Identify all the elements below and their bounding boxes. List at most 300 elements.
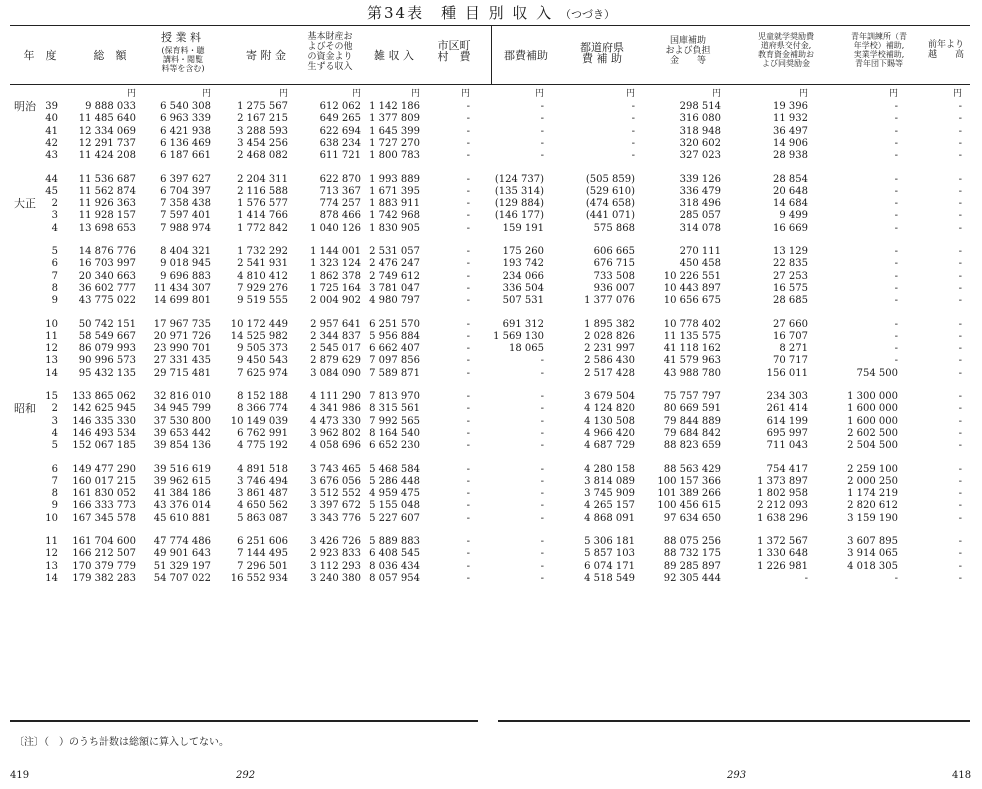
table-cell: 86 079 993 (78, 343, 136, 355)
table-cell: - (894, 173, 898, 185)
year-cell: 5 (51, 440, 58, 452)
table-cell: 2 204 311 (237, 173, 288, 185)
header-tuition-sub: (保育料・聴 講料・閲覧 料等を含む) (161, 46, 205, 73)
table-cell: 2 586 430 (584, 355, 635, 367)
table-cell: 754 417 (766, 463, 808, 475)
unit-label: 円 (888, 89, 898, 99)
table-cell: 298 514 (679, 101, 721, 112)
table-cell: 8 164 540 (369, 427, 420, 439)
table-cell: 20 971 726 (153, 330, 211, 342)
table-cell: 11 135 575 (663, 330, 721, 342)
table-cell: - (540, 536, 544, 547)
page-number-293: 293 (727, 770, 747, 781)
table-cell: - (466, 560, 470, 572)
header-donation: 寄 附 金 (246, 49, 286, 62)
table-cell: 3 084 090 (310, 367, 361, 379)
table-cell: - (958, 343, 962, 355)
table-cell: 9 018 945 (160, 258, 211, 270)
table-cell: 11 536 687 (78, 173, 136, 185)
table-cell: 6 074 171 (584, 560, 635, 572)
table-cell: 7 097 856 (369, 355, 420, 367)
table-cell: 1 638 296 (757, 512, 808, 524)
table-cell: - (540, 403, 544, 415)
table-cell: - (958, 475, 962, 487)
table-cell: 316 080 (679, 113, 721, 125)
table-cell: 6 963 339 (160, 113, 211, 125)
table-cell: 27 331 435 (153, 355, 211, 367)
header-top-rule (10, 25, 970, 26)
table-cell: 8 057 954 (369, 572, 420, 584)
table-cell: 3 746 494 (237, 475, 288, 487)
table-cell: - (958, 391, 962, 402)
table-cell: - (958, 101, 962, 112)
table-cell: - (466, 343, 470, 355)
table-cell: - (958, 367, 962, 379)
table-cell: - (958, 222, 962, 234)
unit-label: 円 (798, 89, 808, 99)
table-cell: 7 597 401 (160, 210, 211, 222)
table-cell: 4 124 820 (584, 403, 635, 415)
table-cell: 450 458 (679, 258, 721, 270)
table-cell: 10 656 675 (663, 295, 721, 307)
table-cell: - (466, 137, 470, 149)
year-cell: 12 (45, 548, 58, 560)
table-cell: - (958, 125, 962, 137)
table-cell: 611 721 (319, 150, 361, 162)
table-cell: 9 499 (779, 210, 808, 222)
table-cell: 11 928 157 (78, 210, 136, 222)
year-cell: 6 (51, 463, 58, 475)
table-cell: 13 698 653 (78, 222, 136, 234)
page-number-418: 418 (952, 770, 972, 781)
table-cell: 11 485 640 (78, 113, 136, 125)
table-cell: - (958, 403, 962, 415)
table-cell: 27 253 (773, 270, 808, 282)
table-cell: 5 306 181 (584, 536, 635, 547)
table-cell: 1 742 968 (369, 210, 420, 222)
table-cell: 14 876 776 (78, 246, 136, 257)
table-cell: - (466, 282, 470, 294)
year-cell: 2 (51, 403, 58, 415)
table-cell: 2 820 612 (847, 500, 898, 512)
header-tuition: 授 業 料 (161, 31, 201, 44)
table-cell: 6 251 570 (369, 318, 420, 330)
table-cell: 649 265 (319, 113, 361, 125)
table-cell: 7 992 565 (369, 415, 420, 427)
table-cell: - (958, 463, 962, 475)
table-cell: 1 377 076 (584, 295, 635, 307)
table-cell: - (466, 185, 470, 197)
table-cell: - (540, 463, 544, 475)
table-cell: 4 265 157 (584, 500, 635, 512)
table-cell: 314 078 (679, 222, 721, 234)
table-cell: 733 508 (593, 270, 635, 282)
table-cell: - (894, 330, 898, 342)
table-cell: 4 130 508 (584, 415, 635, 427)
table-cell: 11 434 307 (153, 282, 211, 294)
table-cell: 1 377 809 (369, 113, 420, 125)
table-cell: - (958, 173, 962, 185)
table-cell: 3 397 672 (310, 500, 361, 512)
table-cell: 39 962 615 (153, 475, 211, 487)
table-cell: 175 260 (502, 246, 544, 257)
table-cell: 3 814 089 (584, 475, 635, 487)
table-cell: 2 923 833 (310, 548, 361, 560)
table-cell: 41 579 963 (663, 355, 721, 367)
year-cell: 5 (51, 246, 58, 257)
table-cell: 676 715 (593, 258, 635, 270)
table-cell: 2 602 500 (847, 427, 898, 439)
table-cell: 5 889 883 (369, 536, 420, 547)
table-cell: 8 152 188 (237, 391, 288, 402)
table-cell: - (466, 440, 470, 452)
table-cell: 1 993 889 (369, 173, 420, 185)
table-cell: - (466, 355, 470, 367)
table-cell: 16 669 (773, 222, 808, 234)
table-cell: - (466, 246, 470, 257)
table-cell: - (958, 330, 962, 342)
table-cell: - (466, 403, 470, 415)
table-cell: 878 466 (319, 210, 361, 222)
table-cell: - (466, 427, 470, 439)
table-cell: - (958, 137, 962, 149)
table-cell: - (540, 512, 544, 524)
table-cell: 318 496 (679, 198, 721, 210)
table-cell: 5 286 448 (369, 475, 420, 487)
table-cell: 1 275 567 (237, 101, 288, 112)
table-cell: 9 696 883 (160, 270, 211, 282)
table-cell: 1 772 842 (237, 222, 288, 234)
header-youth: 青年訓練所（青 年学校）補助, 実業学校補助, 青年団下賜等 (851, 32, 907, 68)
table-cell: - (466, 210, 470, 222)
table-cell: 1 040 126 (310, 222, 361, 234)
table-cell: 161 704 600 (72, 536, 136, 547)
table-cell: - (894, 572, 898, 584)
table-cell: 28 938 (773, 150, 808, 162)
unit-label: 円 (126, 89, 136, 99)
page-split-rule (491, 25, 492, 85)
table-cell: 6 704 397 (160, 185, 211, 197)
table-cell: - (894, 246, 898, 257)
table-cell: - (958, 113, 962, 125)
table-cell: 507 531 (502, 295, 544, 307)
table-cell: - (958, 198, 962, 210)
table-cell: 695 997 (766, 427, 808, 439)
table-cell: 2 259 100 (847, 463, 898, 475)
table-cell: 100 157 366 (657, 475, 721, 487)
table-cell: - (958, 355, 962, 367)
table-cell: - (958, 210, 962, 222)
table-cell: 39 653 442 (153, 427, 211, 439)
table-cell: 8 315 561 (369, 403, 420, 415)
table-cell: 20 340 663 (78, 270, 136, 282)
table-cell: 7 929 276 (237, 282, 288, 294)
table-cell: 10 443 897 (663, 282, 721, 294)
table-cell: 146 493 534 (72, 427, 136, 439)
table-cell: 28 685 (773, 295, 808, 307)
table-cell: 37 530 800 (153, 415, 211, 427)
table-cell: 7 144 495 (237, 548, 288, 560)
table-cell: 193 742 (502, 258, 544, 270)
table-cell: 22 835 (773, 258, 808, 270)
year-cell: 2 (51, 198, 58, 210)
table-cell: - (958, 185, 962, 197)
table-cell: 7 988 974 (160, 222, 211, 234)
table-cell: 156 011 (766, 367, 808, 379)
table-cell: 4 810 412 (237, 270, 288, 282)
table-cell: 3 607 895 (847, 536, 898, 547)
table-cell: - (894, 185, 898, 197)
unit-label: 円 (278, 89, 288, 99)
header-county: 郡費補助 (504, 49, 548, 62)
table-cell: 2 749 612 (369, 270, 420, 282)
table-cell: 5 956 884 (369, 330, 420, 342)
table-cell: - (958, 572, 962, 584)
table-cell: - (631, 137, 635, 149)
table-cell: 4 966 420 (584, 427, 635, 439)
table-cell: (146 177) (494, 210, 544, 222)
table-cell: - (894, 125, 898, 137)
year-cell: 4 (51, 427, 58, 439)
table-cell: 1 600 000 (847, 403, 898, 415)
table-cell: 575 868 (593, 222, 635, 234)
table-cell: 3 743 465 (310, 463, 361, 475)
year-cell: 41 (45, 125, 58, 137)
table-cell: 4 868 091 (584, 512, 635, 524)
table-cell: 11 932 (773, 113, 808, 125)
table-cell: - (894, 258, 898, 270)
table-cell: - (894, 137, 898, 149)
table-cell: 6 397 627 (160, 173, 211, 185)
table-cell: - (466, 198, 470, 210)
table-cell: 1 671 395 (369, 185, 420, 197)
table-cell: 606 665 (593, 246, 635, 257)
year-cell: 3 (51, 210, 58, 222)
year-cell: 9 (51, 295, 58, 307)
table-cell: 4 980 797 (369, 295, 420, 307)
table-cell: 167 345 578 (72, 512, 136, 524)
table-cell: - (540, 150, 544, 162)
table-cell: 79 684 842 (663, 427, 721, 439)
table-cell: (124 737) (494, 173, 544, 185)
year-cell: 13 (45, 560, 58, 572)
table-cell: (505 859) (585, 173, 635, 185)
table-cell: - (466, 125, 470, 137)
table-cell: - (540, 125, 544, 137)
table-cell: 3 426 726 (310, 536, 361, 547)
table-cell: - (958, 270, 962, 282)
unit-label: 円 (952, 89, 962, 99)
table-cell: 3 914 065 (847, 548, 898, 560)
table-cell: - (894, 355, 898, 367)
table-cell: 2 545 017 (310, 343, 361, 355)
year-cell: 7 (51, 270, 58, 282)
table-cell: - (466, 295, 470, 307)
table-cell: - (804, 572, 808, 584)
table-cell: 7 358 438 (160, 198, 211, 210)
table-cell: 6 136 469 (160, 137, 211, 149)
table-cell: - (540, 488, 544, 500)
year-cell: 12 (45, 343, 58, 355)
table-cell: (529 610) (585, 185, 635, 197)
table-cell: 2 541 931 (237, 258, 288, 270)
table-cell: (474 658) (585, 198, 635, 210)
table-cell: 1 300 000 (847, 391, 898, 402)
table-cell: - (958, 512, 962, 524)
table-cell: - (540, 391, 544, 402)
table-cell: 261 414 (766, 403, 808, 415)
table-cell: - (466, 391, 470, 402)
table-cell: 3 454 256 (237, 137, 288, 149)
table-cell: 318 948 (679, 125, 721, 137)
table-cell: - (894, 101, 898, 112)
table-cell: 3 676 056 (310, 475, 361, 487)
table-cell: 9 450 543 (237, 355, 288, 367)
table-cell: 47 774 486 (153, 536, 211, 547)
table-cell: - (540, 427, 544, 439)
year-cell: 45 (45, 185, 58, 197)
table-cell: 1 732 292 (237, 246, 288, 257)
table-cell: 4 518 549 (584, 572, 635, 584)
table-cell: - (631, 125, 635, 137)
table-cell: - (958, 560, 962, 572)
table-cell: 1 323 124 (310, 258, 361, 270)
table-cell: 7 625 974 (237, 367, 288, 379)
table-cell: 28 854 (773, 173, 808, 185)
table-cell: 12 334 069 (78, 125, 136, 137)
header-total: 総 額 (93, 49, 127, 62)
table-cell: 2 028 826 (584, 330, 635, 342)
table-cell: 336 479 (679, 185, 721, 197)
table-cell: 1 226 981 (757, 560, 808, 572)
table-cell: 8 404 321 (160, 246, 211, 257)
table-cell: 5 857 103 (584, 548, 635, 560)
header-national: 国庫補助 および負担 金 等 (665, 36, 711, 66)
table-cell: 2 957 641 (310, 318, 361, 330)
table-cell: 1 802 958 (757, 488, 808, 500)
subtitle-text: （つづき） (559, 8, 615, 21)
table-cell: - (540, 500, 544, 512)
table-cell: 3 512 552 (310, 488, 361, 500)
table-cell: 39 854 136 (153, 440, 211, 452)
table-cell: 88 732 175 (663, 548, 721, 560)
table-cell: 88 075 256 (663, 536, 721, 547)
year-cell: 9 (51, 500, 58, 512)
table-cell: 754 500 (856, 367, 898, 379)
table-cell: 6 540 308 (160, 101, 211, 112)
unit-label: 円 (460, 89, 470, 99)
table-cell: (135 314) (494, 185, 544, 197)
table-cell: - (958, 246, 962, 257)
year-cell: 13 (45, 355, 58, 367)
table-cell: - (631, 113, 635, 125)
table-cell: - (894, 210, 898, 222)
table-cell: - (958, 427, 962, 439)
table-cell: 45 610 881 (153, 512, 211, 524)
table-cell: 4 341 986 (310, 403, 361, 415)
table-cell: 622 694 (319, 125, 361, 137)
header-city: 市区町 村 費 (437, 39, 471, 63)
table-cell: - (958, 488, 962, 500)
table-cell: - (466, 512, 470, 524)
table-cell: - (466, 572, 470, 584)
table-cell: 2 231 997 (584, 343, 635, 355)
page-number-419: 419 (10, 770, 30, 781)
table-cell: 336 504 (502, 282, 544, 294)
table-cell: 161 830 052 (72, 488, 136, 500)
table-cell: - (540, 440, 544, 452)
year-cell: 14 (45, 367, 58, 379)
table-cell: - (540, 101, 544, 112)
table-cell: 23 990 701 (153, 343, 211, 355)
header-carry: 前年より 越 高 (927, 40, 964, 60)
table-cell: - (466, 475, 470, 487)
table-cell: - (894, 222, 898, 234)
table-cell: 774 257 (319, 198, 361, 210)
table-cell: 2 212 093 (757, 500, 808, 512)
table-cell: 41 384 186 (153, 488, 211, 500)
table-cell: 14 684 (773, 198, 808, 210)
table-cell: 270 111 (679, 246, 721, 257)
table-cell: 92 305 444 (663, 572, 721, 584)
table-cell: 234 303 (766, 391, 808, 402)
table-cell: 285 057 (679, 210, 721, 222)
table-cell: 80 669 591 (663, 403, 721, 415)
footer-rule-left (10, 720, 478, 722)
table-cell: - (466, 415, 470, 427)
table-cell: 1 414 766 (237, 210, 288, 222)
table-cell: 10 149 039 (230, 415, 288, 427)
table-cell: - (466, 222, 470, 234)
era-label: 昭和 (14, 402, 36, 416)
table-cell: - (958, 318, 962, 330)
table-cell: 51 329 197 (153, 560, 211, 572)
table-cell: - (466, 113, 470, 125)
table-cell: 4 111 290 (310, 391, 361, 402)
table-cell: 149 477 290 (72, 463, 136, 475)
year-cell: 6 (51, 258, 58, 270)
table-cell: 3 861 487 (237, 488, 288, 500)
table-cell: 6 187 661 (160, 150, 211, 162)
table-cell: 70 717 (773, 355, 808, 367)
table-cell: 3 745 909 (584, 488, 635, 500)
page-number-292: 292 (236, 770, 256, 781)
table-cell: - (466, 173, 470, 185)
title-text: 第34表 種 目 別 収 入 (367, 4, 554, 22)
table-cell: 41 118 162 (663, 343, 721, 355)
year-cell: 11 (45, 536, 58, 547)
table-cell: 75 757 797 (663, 391, 721, 402)
table-cell: 7 813 970 (369, 391, 420, 402)
header-child: 児童就学奨励費 道府県交付金, 教育資金補助お よび同奨励金 (758, 32, 814, 68)
table-cell: 11 926 363 (78, 198, 136, 210)
table-cell: 9 505 373 (237, 343, 288, 355)
unit-label: 円 (534, 89, 544, 99)
table-cell: 691 312 (502, 318, 544, 330)
table-cell: 4 650 562 (237, 500, 288, 512)
table-cell: 1 330 648 (757, 548, 808, 560)
table-cell: 2 476 247 (369, 258, 420, 270)
year-cell: 7 (51, 475, 58, 487)
table-cell: 13 129 (773, 246, 808, 257)
table-cell: 10 778 402 (663, 318, 721, 330)
unit-label: 円 (351, 89, 361, 99)
table-cell: - (894, 198, 898, 210)
table-cell: 12 291 737 (78, 137, 136, 149)
table-cell: 11 424 208 (78, 150, 136, 162)
table-cell: 1 645 399 (369, 125, 420, 137)
table-cell: 8 036 434 (369, 560, 420, 572)
